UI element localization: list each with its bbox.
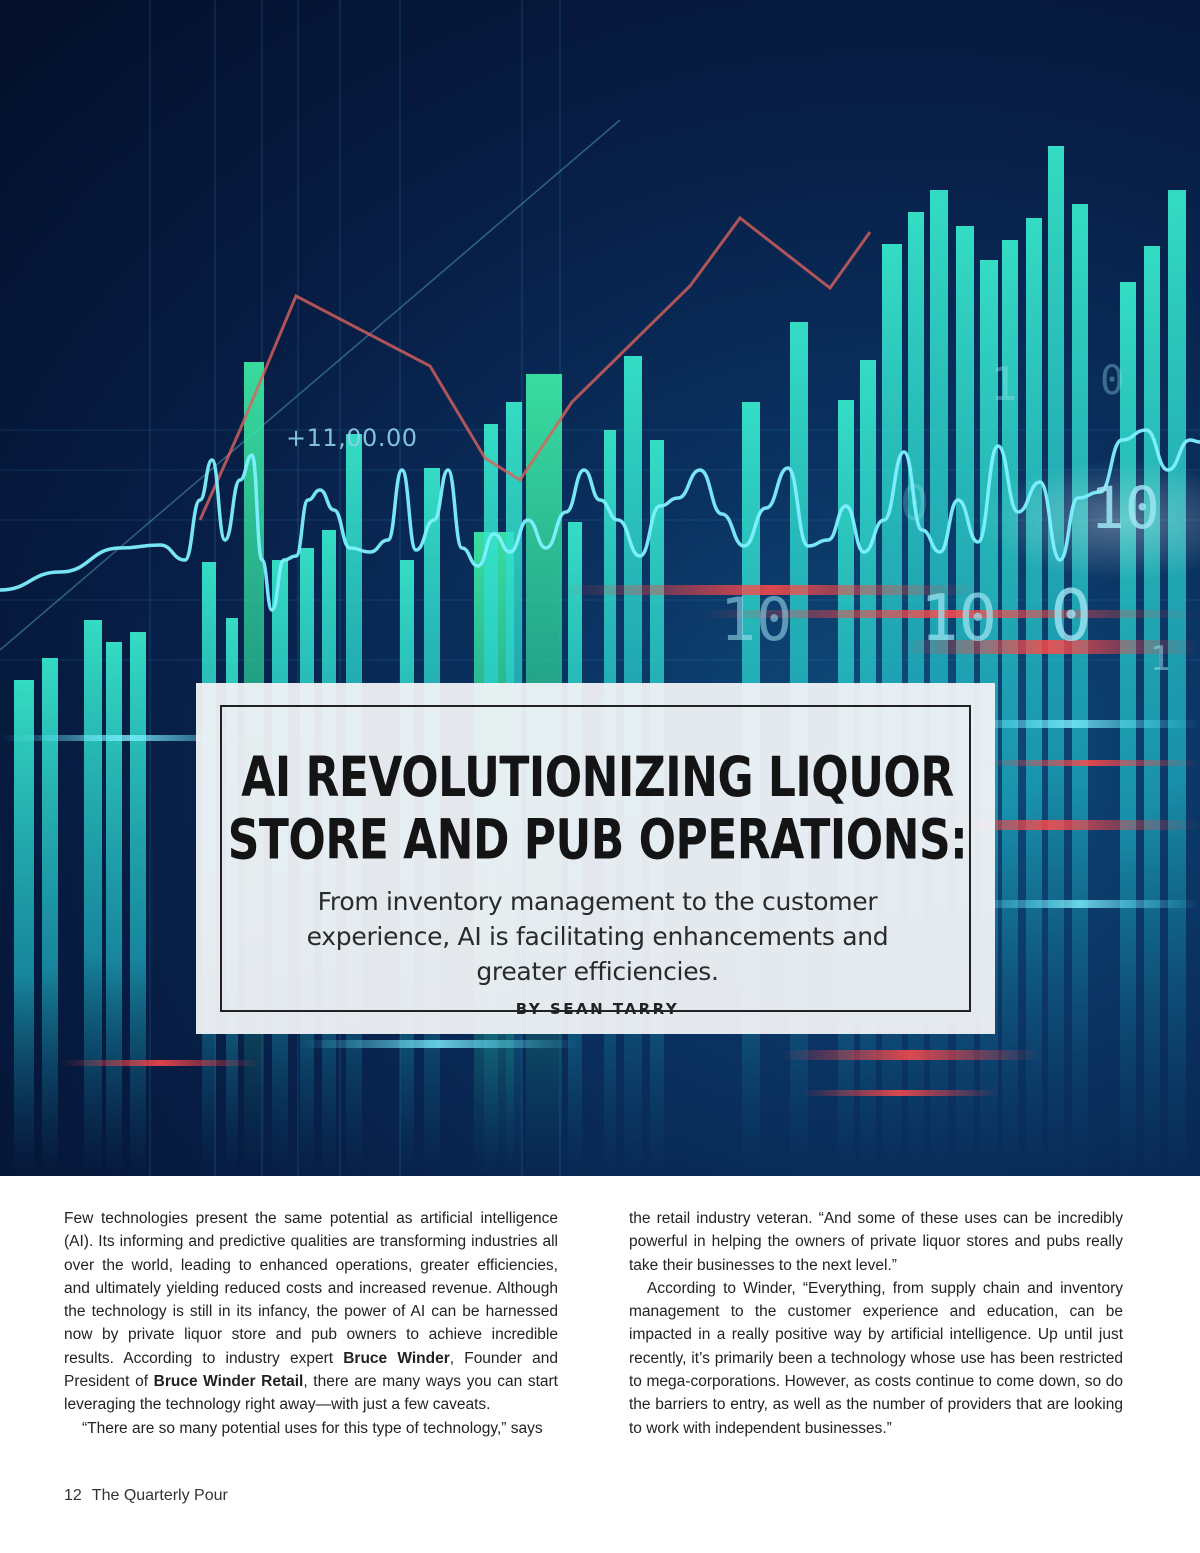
chart-bar — [130, 632, 146, 1176]
title-frame — [220, 705, 971, 1018]
article-column-left — [64, 1207, 558, 1440]
chart-bar — [1120, 282, 1136, 1176]
paragraph-1-text-c: , there are many ways you can start leveraging the technology right away—with just a few caveats. — [64, 1373, 558, 1414]
binary-digit: 1 — [990, 357, 1018, 411]
binary-digit: 10 — [720, 585, 793, 655]
light-streak — [800, 1090, 1000, 1096]
binary-digit: 10 — [920, 582, 998, 656]
paragraph-1-text-b: , Founder and President of — [64, 1349, 558, 1391]
company-name: Bruce Winder Retail — [153, 1373, 304, 1391]
article-column-right — [629, 1207, 1123, 1440]
chart-bar — [106, 642, 122, 1176]
deck-line-3: greater efficiencies. — [476, 957, 719, 986]
expert-name: Bruce Winder — [343, 1349, 450, 1367]
page-footer — [64, 1487, 228, 1505]
chart-bar — [14, 680, 34, 1176]
light-streak — [60, 1060, 260, 1066]
chart-bar — [1168, 190, 1186, 1176]
chart-bar — [1048, 146, 1064, 1176]
chart-bar — [1144, 246, 1160, 1176]
binary-digit: 10 — [1090, 474, 1160, 542]
ticker-value: +11,00.00 — [286, 424, 418, 452]
paragraph-1-text-a: Few technologies present the same potential as artificial intelligence (AI). Its informing and predictive qualities are transforming industries all over the world, leading to enhanced operations, greater efficiencies, and ultimately yielding reduced costs and increased revenue. Although the technology is still in its infancy, the power of AI can be harnessed now by private liquor store and pub owners to achieve incredible results. According to industry expert — [64, 1210, 558, 1367]
light-streak — [960, 900, 1200, 908]
paragraph-1 — [64, 1207, 558, 1417]
headline-line-1: AI REVOLUTIONIZING LIQUOR — [241, 745, 954, 810]
publication-name: The Quarterly Pour — [91, 1487, 228, 1504]
headline — [222, 747, 973, 872]
binary-digit: 1 — [1150, 639, 1171, 679]
deck-line-1: From inventory management to the customer — [317, 887, 878, 916]
binary-digit: 0 — [1050, 575, 1093, 657]
page-number: 12 — [64, 1487, 82, 1504]
chart-bar — [1026, 218, 1042, 1176]
binary-digit: 0 — [1100, 358, 1125, 404]
headline-line-2: STORE AND PUB OPERATIONS: — [227, 808, 968, 872]
paragraph-3: the retail industry veteran. “And some of these uses can be incredibly powerful in helping the owners of private liquor stores and pubs really take their businesses to the next level.” — [629, 1210, 1123, 1274]
title-panel — [196, 683, 995, 1034]
paragraph-2: “There are so many potential uses for this type of technology,” says — [82, 1419, 543, 1437]
light-streak — [780, 1050, 1040, 1060]
light-streak — [300, 1040, 580, 1048]
deck — [222, 884, 973, 989]
chart-bar — [84, 620, 102, 1176]
deck-line-2: experience, AI is facilitating enhancements and — [306, 922, 889, 951]
byline: BY SEAN TARRY — [515, 1000, 680, 1018]
light-streak — [980, 760, 1200, 766]
paragraph-4: According to Winder, “Everything, from supply chain and inventory management to the customer experience and education, can be impacted in a really positive way by artificial intelligence. Up until just recently, it’s primarily been a technology whose use has been restricted to mega-corporations. However, as costs continue to come down, so do the barriers to entry, as well as the number of providers that are looking to work with independent businesses.” — [629, 1279, 1123, 1437]
binary-digit: 0 — [900, 476, 929, 532]
chart-bar — [1072, 204, 1088, 1176]
